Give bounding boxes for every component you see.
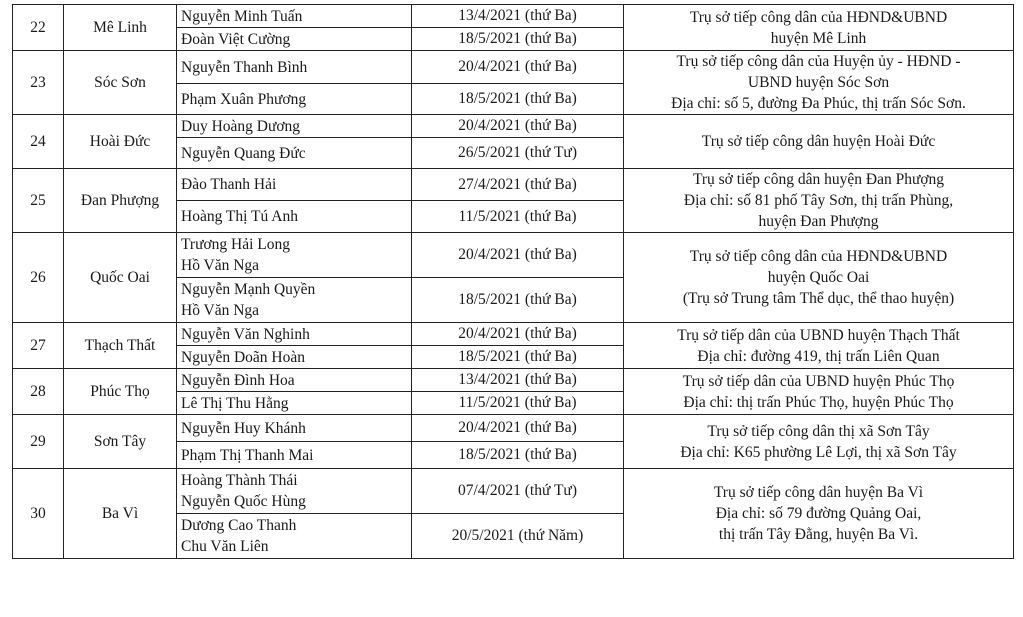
- district-name: Sơn Tây: [64, 415, 177, 469]
- meeting-date: 13/4/2021 (thứ Ba): [412, 369, 624, 392]
- meeting-date: 20/4/2021 (thứ Ba): [412, 51, 624, 84]
- official-name: Nguyễn Thanh Bình: [177, 51, 412, 84]
- table-row: [13, 323, 1014, 346]
- table-row: [13, 51, 1014, 84]
- meeting-date: 18/5/2021 (thứ Ba): [412, 346, 624, 369]
- official-name: Nguyễn Đình Hoa: [177, 369, 412, 392]
- table-row: [13, 415, 1014, 442]
- location-line: Địa chỉ: thị trấn Phúc Thọ, huyện Phúc Thọ: [683, 393, 954, 411]
- location-line: Trụ sở tiếp công dân huyện Ba Vì: [713, 484, 924, 501]
- official-name: Nguyễn Doãn Hoàn: [177, 346, 412, 369]
- row-number: 23: [13, 51, 64, 115]
- reception-location: [624, 169, 1014, 233]
- row-number: 26: [13, 233, 64, 323]
- district-name: Hoài Đức: [64, 115, 177, 169]
- official-name: Trương Hải Long: [181, 236, 291, 253]
- official-name: Phạm Xuân Phương: [177, 84, 412, 115]
- location-line: huyện Đan Phượng: [758, 213, 879, 230]
- meeting-date: 18/5/2021 (thứ Ba): [412, 442, 624, 469]
- official-name: Hoàng Thành Thái: [181, 472, 298, 489]
- official-name: Dương Cao Thanh: [181, 517, 297, 534]
- official-name: Chu Văn Liên: [181, 538, 269, 555]
- table-row: [13, 469, 1014, 514]
- official-name: Duy Hoàng Dương: [177, 115, 412, 138]
- meeting-date: 07/4/2021 (thứ Tư): [412, 469, 624, 514]
- location-line: Trụ sở tiếp công dân huyện Hoài Đức: [701, 133, 936, 150]
- reception-location: [624, 51, 1014, 115]
- district-name: Quốc Oai: [64, 233, 177, 323]
- official-name: Nguyễn Văn Nghinh: [177, 323, 412, 346]
- meeting-date: 26/5/2021 (thứ Tư): [412, 138, 624, 169]
- location-line: Trụ sở tiếp dân của UBND huyện Thạch Thất: [677, 326, 960, 344]
- district-name: Phúc Thọ: [64, 369, 177, 415]
- location-line: huyện Mê Linh: [770, 29, 867, 47]
- district-name: Ba Vì: [64, 469, 177, 559]
- reception-location: [624, 233, 1014, 323]
- district-name: Mê Linh: [64, 5, 177, 51]
- location-line: Trụ sở tiếp công dân thị xã Sơn Tây: [707, 422, 930, 440]
- table-row: [13, 5, 1014, 28]
- location-line: Trụ sở tiếp công dân của Huyện ủy - HĐND -: [676, 53, 961, 70]
- meeting-date: 13/4/2021 (thứ Ba): [412, 5, 624, 28]
- location-line: huyện Quốc Oai: [767, 269, 870, 286]
- meeting-date: 18/5/2021 (thứ Ba): [412, 28, 624, 51]
- table-row: [13, 369, 1014, 392]
- meeting-date: 27/4/2021 (thứ Ba): [412, 169, 624, 201]
- row-number: 24: [13, 115, 64, 169]
- meeting-date: 20/4/2021 (thứ Ba): [412, 323, 624, 346]
- official-name: Đoàn Việt Cường: [177, 28, 412, 51]
- official-name: Nguyễn Huy Khánh: [177, 415, 412, 442]
- location-line: Địa chỉ: đường 419, thị trấn Liên Quan: [697, 347, 940, 365]
- location-line: Trụ sở tiếp công dân của HĐND&UBND: [689, 248, 948, 265]
- row-number: 27: [13, 323, 64, 369]
- official-name: Lê Thị Thu Hằng: [177, 392, 412, 415]
- official-name: Nguyễn Quốc Hùng: [181, 493, 306, 510]
- official-name: Nguyễn Minh Tuấn: [177, 5, 412, 28]
- location-line: Địa chỉ: số 81 phố Tây Sơn, thị trấn Phùng,: [683, 192, 954, 209]
- meeting-date: 18/5/2021 (thứ Ba): [412, 278, 624, 323]
- meeting-date: 20/4/2021 (thứ Ba): [412, 233, 624, 278]
- official-name: Hồ Văn Nga: [181, 302, 260, 319]
- location-line: Địa chỉ: số 79 đường Quảng Oai,: [715, 505, 922, 522]
- district-name: Thạch Thất: [64, 323, 177, 369]
- official-names: [177, 514, 412, 559]
- meeting-date: 11/5/2021 (thứ Ba): [412, 201, 624, 233]
- row-number: 22: [13, 5, 64, 51]
- district-name: Sóc Sơn: [64, 51, 177, 115]
- table-row: [13, 169, 1014, 201]
- row-number: 28: [13, 369, 64, 415]
- official-name: Nguyễn Quang Đức: [177, 138, 412, 169]
- row-number: 29: [13, 415, 64, 469]
- meeting-date: 20/4/2021 (thứ Ba): [412, 415, 624, 442]
- table-row: [13, 115, 1014, 138]
- meeting-date: 11/5/2021 (thứ Ba): [412, 392, 624, 415]
- reception-location: [624, 469, 1014, 559]
- table-row: [13, 233, 1014, 278]
- location-line: Trụ sở tiếp công dân của HĐND&UBND: [689, 8, 948, 26]
- meeting-date: 20/4/2021 (thứ Ba): [412, 115, 624, 138]
- location-line: Địa chỉ: số 5, đường Đa Phúc, thị trấn Sóc Sơn.: [671, 95, 966, 112]
- district-name: Đan Phượng: [64, 169, 177, 233]
- location-line: UBND huyện Sóc Sơn: [747, 74, 890, 91]
- official-names: [177, 278, 412, 323]
- row-number: 30: [13, 469, 64, 559]
- location-line: Trụ sở tiếp dân của UBND huyện Phúc Thọ: [682, 372, 955, 390]
- table-body: [13, 5, 1014, 559]
- official-name: Nguyễn Mạnh Quyền: [181, 281, 316, 298]
- location-line: (Trụ sở Trung tâm Thể dục, thể thao huyện): [682, 290, 955, 307]
- official-name: Hoàng Thị Tú Anh: [177, 201, 412, 233]
- official-name: Đào Thanh Hải: [177, 169, 412, 201]
- location-line: thị trấn Tây Đằng, huyện Ba Vì.: [718, 526, 919, 543]
- reception-schedule-table: [12, 4, 1014, 559]
- official-name: Hồ Văn Nga: [181, 257, 260, 274]
- reception-location: [624, 323, 1014, 369]
- row-number: 25: [13, 169, 64, 233]
- reception-location: [624, 115, 1014, 169]
- official-names: [177, 233, 412, 278]
- meeting-date: 18/5/2021 (thứ Ba): [412, 84, 624, 115]
- reception-location: [624, 5, 1014, 51]
- official-name: Phạm Thị Thanh Mai: [177, 442, 412, 469]
- reception-location: [624, 369, 1014, 415]
- official-names: [177, 469, 412, 514]
- reception-location: [624, 415, 1014, 469]
- location-line: Địa chỉ: K65 phường Lê Lợi, thị xã Sơn Tây: [680, 443, 957, 461]
- meeting-date: 20/5/2021 (thứ Năm): [412, 514, 624, 559]
- location-line: Trụ sở tiếp công dân huyện Đan Phượng: [692, 171, 945, 188]
